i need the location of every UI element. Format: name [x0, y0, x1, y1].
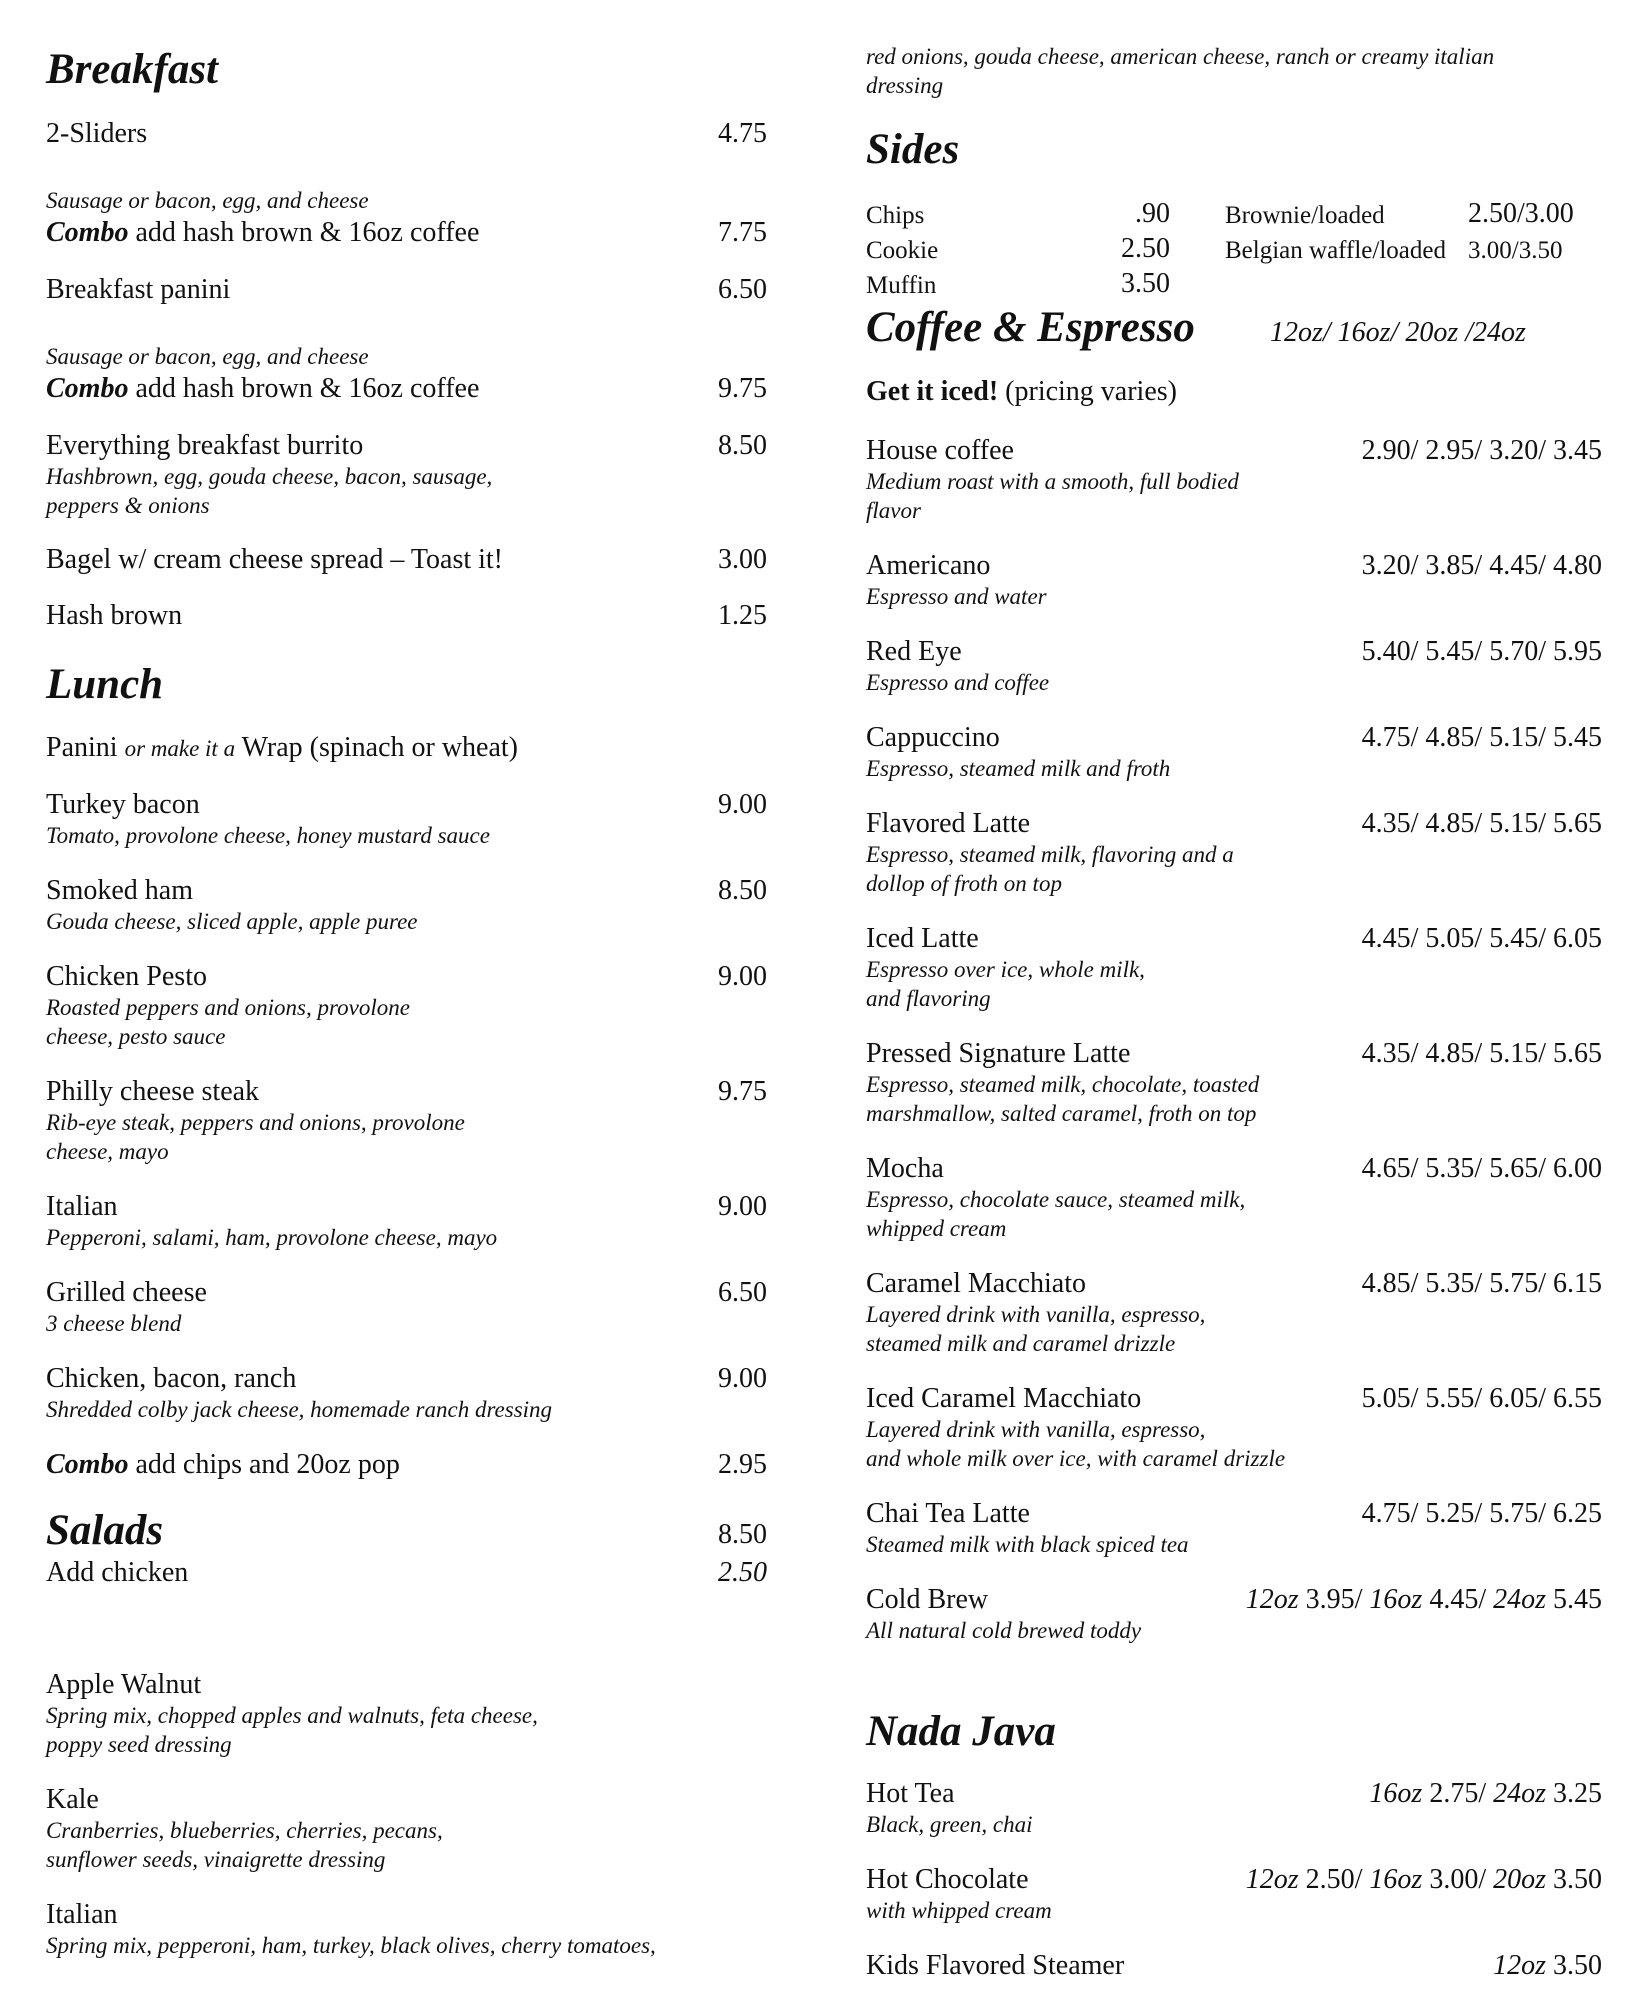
size-price: 5.45 [1553, 1584, 1602, 1615]
coffee-sizes: 12oz/ 16oz/ 20oz /24oz [1270, 317, 1526, 348]
coffee-item-desc: Espresso, steamed milk, flavoring and a [866, 842, 1234, 867]
combo-label: Combo [46, 373, 129, 404]
panini-combo-price: 9.75 [718, 373, 767, 404]
add-chicken-price: 2.50 [718, 1557, 767, 1588]
coffee-item-price: 4.75/ 4.85/ 5.15/ 5.45 [1361, 722, 1602, 753]
lunch-item-desc: Gouda cheese, sliced apple, apple puree [46, 909, 418, 934]
iced-note-bold: Get it iced! [866, 376, 999, 407]
item-hashbrown-price: 1.25 [718, 600, 767, 631]
hot-tea-desc: Black, green, chai [866, 1812, 1033, 1837]
hot-chocolate-prices [1246, 1866, 1602, 1894]
salad-desc: Spring mix, chopped apples and walnuts, feta cheese, [46, 1703, 538, 1728]
coffee-item-desc: Layered drink with vanilla, espresso, [866, 1302, 1206, 1327]
size-label: 12oz [1493, 1950, 1546, 1981]
coffee-item-name: Pressed Signature Latte [866, 1038, 1131, 1069]
size-label: 12oz [1245, 1864, 1299, 1895]
coffee-item-name: Red Eye [866, 636, 962, 667]
lunch-heading: Lunch [46, 661, 164, 708]
coffee-item-name: House coffee [866, 435, 1014, 466]
item-bagel-price: 3.00 [718, 544, 767, 575]
salads-heading: Salads [46, 1507, 164, 1554]
size-price: 3.00/ [1429, 1864, 1487, 1895]
iced-note [866, 378, 1177, 406]
lunch-item-price: 6.50 [718, 1277, 767, 1308]
item-burrito-desc-2: peppers & onions [46, 493, 210, 518]
salad-desc: sunflower seeds, vinaigrette dressing [46, 1847, 386, 1872]
combo-text: add hash brown & 16oz coffee [135, 373, 480, 404]
salad-name: Italian [46, 1899, 118, 1930]
salad-desc: red onions, gouda cheese, american cheese, ranch or creamy italian [866, 44, 1495, 69]
coffee-item-desc: whipped cream [866, 1216, 1007, 1241]
coffee-item-desc: steamed milk and caramel drizzle [866, 1331, 1176, 1356]
lunch-item-desc: 3 cheese blend [46, 1311, 182, 1336]
coffee-item-name: Americano [866, 550, 991, 581]
side-name: Cookie [866, 237, 939, 264]
coffee-item-desc: dollop of froth on top [866, 871, 1062, 896]
side-price: 2.50 [1121, 233, 1170, 264]
breakfast-heading: Breakfast [46, 46, 218, 93]
salad-desc: dressing [866, 73, 944, 98]
item-sliders-price: 4.75 [718, 118, 767, 149]
lunch-item-price: 9.75 [718, 1076, 767, 1107]
coffee-item-desc: Espresso, chocolate sauce, steamed milk, [866, 1187, 1246, 1212]
hot-chocolate-desc: with whipped cream [866, 1898, 1052, 1923]
coffee-item-desc: and flavoring [866, 986, 991, 1011]
size-label: 12oz [1245, 1584, 1299, 1615]
side-name: Muffin [866, 272, 937, 299]
lunch-item-desc: Rib-eye steak, peppers and onions, provolone [46, 1110, 465, 1135]
lunch-item-price: 9.00 [718, 789, 767, 820]
lunch-item-price: 9.00 [718, 1191, 767, 1222]
side-name: Brownie/loaded [1225, 202, 1385, 229]
coffee-item-price: 4.45/ 5.05/ 5.45/ 6.05 [1361, 923, 1602, 954]
lunch-item-price: 8.50 [718, 875, 767, 906]
sides-heading: Sides [866, 126, 960, 173]
combo-text: add chips and 20oz pop [135, 1449, 400, 1480]
size-label: 16oz [1369, 1778, 1423, 1809]
coffee-item-price: 2.90/ 2.95/ 3.20/ 3.45 [1361, 435, 1602, 466]
lunch-item-desc: Pepperoni, salami, ham, provolone cheese, mayo [46, 1225, 498, 1250]
salad-desc: Spring mix, pepperoni, ham, turkey, black olives, cherry tomatoes, [46, 1933, 656, 1958]
salads-price: 8.50 [718, 1519, 767, 1550]
coffee-item-name: Caramel Macchiato [866, 1268, 1087, 1299]
lunch-item-price: 9.00 [718, 1363, 767, 1394]
lunch-combo-line [46, 1451, 400, 1479]
item-sliders-name: 2-Sliders [46, 118, 148, 149]
size-price: 3.50 [1553, 1864, 1602, 1895]
coffee-item-price: 5.05/ 5.55/ 6.05/ 6.55 [1361, 1383, 1602, 1414]
cold-brew-desc: All natural cold brewed toddy [866, 1618, 1142, 1643]
side-name: Belgian waffle/loaded [1225, 237, 1446, 264]
lunch-item-name: Philly cheese steak [46, 1076, 260, 1107]
size-label: 16oz [1369, 1584, 1423, 1615]
lunch-item-name: Grilled cheese [46, 1277, 207, 1308]
coffee-item-desc: Medium roast with a smooth, full bodied [866, 469, 1239, 494]
coffee-item-name: Iced Caramel Macchiato [866, 1383, 1142, 1414]
coffee-item-price: 4.35/ 4.85/ 5.15/ 5.65 [1361, 808, 1602, 839]
side-price: .90 [1135, 198, 1170, 229]
side-price: 3.00/3.50 [1468, 237, 1563, 264]
lunch-intro-a: Panini [46, 732, 118, 763]
coffee-heading: Coffee & Espresso [866, 304, 1195, 351]
coffee-item-name: Flavored Latte [866, 808, 1031, 839]
lunch-item-desc: Tomato, provolone cheese, honey mustard sauce [46, 823, 490, 848]
size-price: 2.75/ [1429, 1778, 1487, 1809]
combo-label: Combo [46, 217, 129, 248]
sliders-combo-price: 7.75 [718, 217, 767, 248]
hot-chocolate-name: Hot Chocolate [866, 1864, 1029, 1895]
item-breakfast-panini-desc: Sausage or bacon, egg, and cheese [46, 344, 369, 369]
size-price: 3.50 [1553, 1950, 1602, 1981]
lunch-item-desc: cheese, pesto sauce [46, 1024, 226, 1049]
item-breakfast-panini-price: 6.50 [718, 274, 767, 305]
size-label: 24oz [1493, 1584, 1546, 1615]
coffee-item-desc: Espresso and water [866, 584, 1047, 609]
coffee-item-price: 5.40/ 5.45/ 5.70/ 5.95 [1361, 636, 1602, 667]
size-label: 16oz [1369, 1864, 1423, 1895]
salad-name: Kale [46, 1784, 99, 1815]
size-price: 4.45/ [1429, 1584, 1487, 1615]
lunch-intro [46, 734, 518, 762]
size-label: 20oz [1493, 1864, 1546, 1895]
lunch-item-desc: cheese, mayo [46, 1139, 169, 1164]
lunch-combo-price: 2.95 [718, 1449, 767, 1480]
coffee-item-price: 4.75/ 5.25/ 5.75/ 6.25 [1361, 1498, 1602, 1529]
size-label: 24oz [1493, 1778, 1546, 1809]
size-price: 3.25 [1553, 1778, 1602, 1809]
coffee-item-desc: Espresso, steamed milk, chocolate, toasted [866, 1072, 1260, 1097]
size-price: 2.50/ [1305, 1864, 1363, 1895]
lunch-item-name: Chicken, bacon, ranch [46, 1363, 297, 1394]
lunch-item-desc: Roasted peppers and onions, provolone [46, 995, 410, 1020]
combo-text: add hash brown & 16oz coffee [135, 217, 480, 248]
coffee-item-name: Iced Latte [866, 923, 979, 954]
size-price: 3.95/ [1305, 1584, 1363, 1615]
coffee-item-name: Chai Tea Latte [866, 1498, 1030, 1529]
hot-tea-prices [1369, 1780, 1602, 1808]
side-price: 3.50 [1121, 268, 1170, 299]
side-name: Chips [866, 202, 925, 229]
panini-combo-line [46, 375, 479, 403]
coffee-item-desc: Espresso, steamed milk and froth [866, 756, 1171, 781]
item-sliders-desc: Sausage or bacon, egg, and cheese [46, 188, 369, 213]
item-burrito-price: 8.50 [718, 430, 767, 461]
lunch-intro-c: Wrap (spinach or wheat) [241, 732, 518, 763]
item-burrito-desc-1: Hashbrown, egg, gouda cheese, bacon, sausage, [46, 464, 493, 489]
item-burrito-name: Everything breakfast burrito [46, 430, 364, 461]
coffee-item-name: Cappuccino [866, 722, 1000, 753]
steamer-name: Kids Flavored Steamer [866, 1950, 1125, 1981]
add-chicken-name: Add chicken [46, 1557, 189, 1588]
steamer-prices [1493, 1952, 1602, 1980]
coffee-item-price: 4.85/ 5.35/ 5.75/ 6.15 [1361, 1268, 1602, 1299]
item-bagel-name: Bagel w/ cream cheese spread – Toast it! [46, 544, 504, 575]
item-hashbrown-name: Hash brown [46, 600, 183, 631]
iced-note-text: (pricing varies) [1005, 376, 1177, 407]
lunch-item-name: Turkey bacon [46, 789, 200, 820]
coffee-item-desc: Layered drink with vanilla, espresso, [866, 1417, 1206, 1442]
coffee-item-price: 4.35/ 4.85/ 5.15/ 5.65 [1361, 1038, 1602, 1069]
side-price: 2.50/3.00 [1468, 198, 1574, 229]
item-breakfast-panini-name: Breakfast panini [46, 274, 231, 305]
lunch-item-name: Chicken Pesto [46, 961, 207, 992]
cold-brew-name: Cold Brew [866, 1584, 989, 1615]
coffee-item-desc: Espresso and coffee [866, 670, 1050, 695]
coffee-item-name: Mocha [866, 1153, 944, 1184]
coffee-item-desc: marshmallow, salted caramel, froth on top [866, 1101, 1257, 1126]
salad-desc: poppy seed dressing [46, 1732, 232, 1757]
lunch-item-name: Italian [46, 1191, 118, 1222]
salad-desc: Cranberries, blueberries, cherries, pecans, [46, 1818, 443, 1843]
sliders-combo-line [46, 219, 479, 247]
lunch-intro-b: or make it a [124, 736, 236, 761]
nada-java-heading: Nada Java [866, 1708, 1056, 1755]
lunch-item-desc: Shredded colby jack cheese, homemade ranch dressing [46, 1397, 553, 1422]
lunch-item-price: 9.00 [718, 961, 767, 992]
combo-label: Combo [46, 1449, 129, 1480]
cold-brew-prices [1246, 1586, 1602, 1614]
coffee-item-desc: flavor [866, 498, 921, 523]
coffee-item-desc: and whole milk over ice, with caramel drizzle [866, 1446, 1286, 1471]
salad-name: Apple Walnut [46, 1669, 202, 1700]
hot-tea-name: Hot Tea [866, 1778, 955, 1809]
coffee-item-price: 4.65/ 5.35/ 5.65/ 6.00 [1361, 1153, 1602, 1184]
coffee-item-price: 3.20/ 3.85/ 4.45/ 4.80 [1361, 550, 1602, 581]
coffee-item-desc: Steamed milk with black spiced tea [866, 1532, 1189, 1557]
lunch-item-name: Smoked ham [46, 875, 193, 906]
coffee-item-desc: Espresso over ice, whole milk, [866, 957, 1145, 982]
